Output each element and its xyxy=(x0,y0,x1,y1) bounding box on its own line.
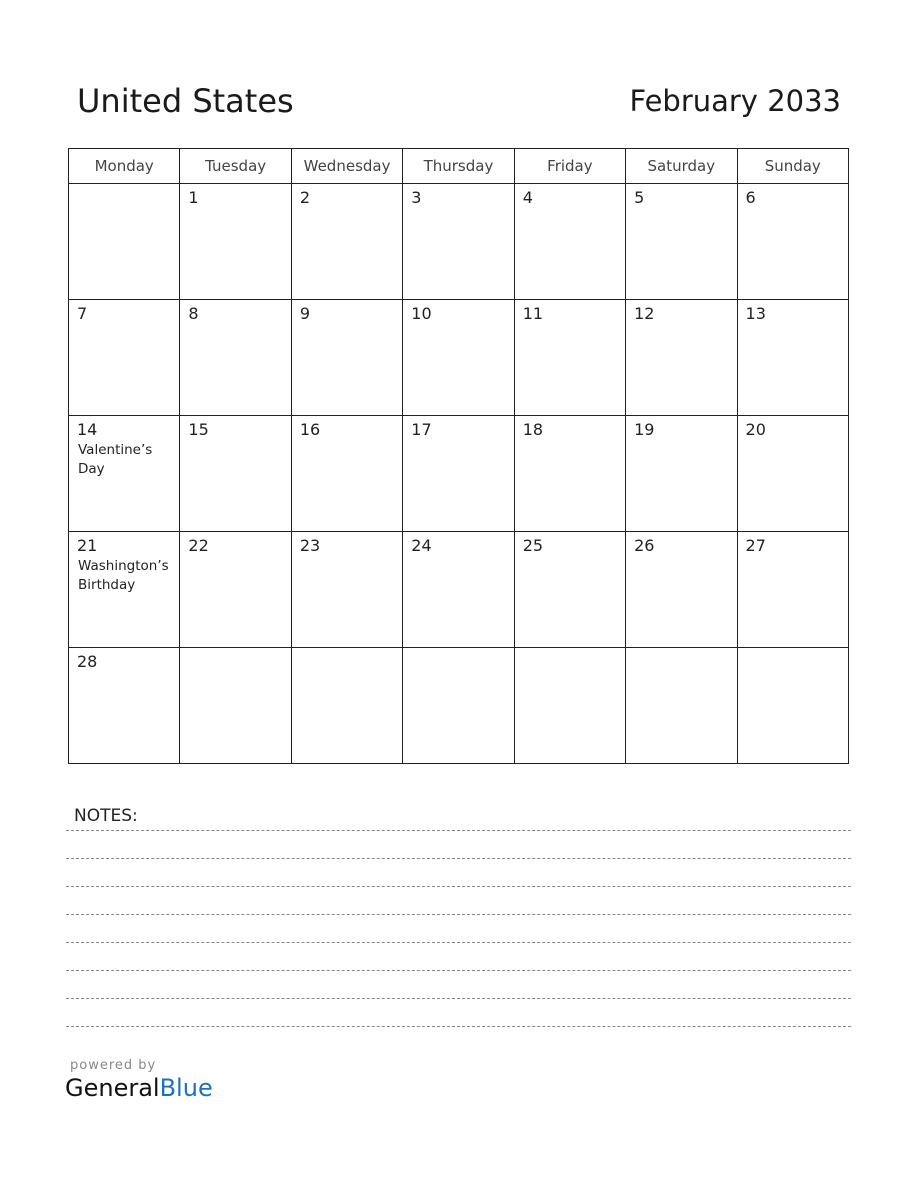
day-number: 5 xyxy=(634,188,645,207)
holiday-label: Washington’s Birthday xyxy=(78,558,169,593)
country-title: United States xyxy=(77,82,294,120)
day-number: 7 xyxy=(77,304,88,323)
day-number: 16 xyxy=(299,420,321,439)
month-year-title: February 2033 xyxy=(629,84,841,118)
day-cell xyxy=(514,648,625,764)
day-cell xyxy=(180,184,291,300)
day-cell xyxy=(403,416,514,532)
day-number: 26 xyxy=(634,536,655,555)
day-cell xyxy=(291,416,402,532)
day-cell xyxy=(737,300,848,416)
day-cell xyxy=(403,648,514,764)
weekday-monday: Monday xyxy=(69,149,180,184)
holiday-label: Valentine’s Day xyxy=(78,442,153,477)
day-number: 25 xyxy=(522,536,544,555)
day-number: 23 xyxy=(299,536,321,555)
week-row xyxy=(69,648,849,764)
weekday-header-row xyxy=(69,149,849,184)
day-number: 12 xyxy=(634,304,655,323)
day-number: 27 xyxy=(745,536,766,555)
day-cell xyxy=(291,648,402,764)
week-row xyxy=(69,184,849,300)
notes-label: NOTES: xyxy=(74,806,138,826)
day-number: 19 xyxy=(634,420,655,439)
day-cell xyxy=(626,416,737,532)
note-line xyxy=(66,886,851,887)
day-cell xyxy=(737,532,848,648)
generalblue-logo xyxy=(65,1074,213,1102)
day-cell xyxy=(180,648,291,764)
day-number xyxy=(515,648,625,653)
day-number xyxy=(180,648,290,653)
weekday-thursday: Thursday xyxy=(403,149,514,184)
day-cell xyxy=(626,532,737,648)
day-number: 28 xyxy=(77,652,98,671)
weekday-saturday: Saturday xyxy=(626,149,737,184)
day-number: 20 xyxy=(745,420,766,439)
day-number xyxy=(403,648,513,653)
weekday-friday: Friday xyxy=(514,149,625,184)
note-line xyxy=(66,914,851,915)
day-number: 10 xyxy=(411,304,432,323)
day-cell xyxy=(180,416,291,532)
powered-by-text: powered by xyxy=(70,1058,157,1073)
calendar-grid xyxy=(68,148,849,764)
note-line xyxy=(66,942,851,943)
brand-blue: Blue xyxy=(159,1074,213,1102)
day-number: 6 xyxy=(745,188,756,207)
note-line xyxy=(66,970,851,971)
day-cell xyxy=(737,416,848,532)
day-number: 8 xyxy=(188,304,199,323)
week-row xyxy=(69,532,849,648)
day-number xyxy=(626,648,736,653)
day-number: 2 xyxy=(299,188,311,207)
day-number: 18 xyxy=(522,420,544,439)
day-cell xyxy=(69,184,180,300)
day-number: 17 xyxy=(411,420,432,439)
day-cell xyxy=(69,300,180,416)
day-number: 22 xyxy=(188,536,209,555)
weekday-tuesday: Tuesday xyxy=(180,149,291,184)
note-line xyxy=(66,1026,851,1027)
brand-general: General xyxy=(65,1074,160,1102)
note-line xyxy=(66,998,851,999)
note-line xyxy=(66,858,851,859)
day-number: 1 xyxy=(188,188,199,207)
day-cell xyxy=(514,416,625,532)
day-number: 15 xyxy=(188,420,209,439)
day-cell xyxy=(514,532,625,648)
day-cell xyxy=(514,300,625,416)
day-number xyxy=(738,648,848,653)
day-cell xyxy=(291,300,402,416)
week-row xyxy=(69,416,849,532)
note-line xyxy=(66,830,851,831)
day-cell xyxy=(403,532,514,648)
day-cell xyxy=(514,184,625,300)
day-number: 4 xyxy=(522,188,533,207)
day-number: 24 xyxy=(411,536,432,555)
weekday-wednesday: Wednesday xyxy=(291,149,402,184)
day-cell xyxy=(626,648,737,764)
day-cell xyxy=(626,184,737,300)
day-cell xyxy=(180,300,291,416)
day-number xyxy=(292,648,402,653)
day-cell xyxy=(737,184,848,300)
day-number: 9 xyxy=(299,304,311,323)
weekday-sunday: Sunday xyxy=(737,149,848,184)
day-cell xyxy=(403,300,514,416)
day-cell xyxy=(291,184,402,300)
day-number xyxy=(69,184,179,189)
day-number: 14 xyxy=(77,420,98,439)
day-cell xyxy=(69,648,180,764)
day-number: 13 xyxy=(745,304,766,323)
day-cell xyxy=(180,532,291,648)
day-cell xyxy=(737,648,848,764)
week-row xyxy=(69,300,849,416)
day-cell xyxy=(291,532,402,648)
day-number: 3 xyxy=(411,188,422,207)
day-number: 11 xyxy=(522,304,544,323)
day-cell xyxy=(626,300,737,416)
day-cell xyxy=(403,184,514,300)
day-number: 21 xyxy=(77,536,98,555)
day-cell xyxy=(69,416,180,532)
day-cell xyxy=(69,532,180,648)
